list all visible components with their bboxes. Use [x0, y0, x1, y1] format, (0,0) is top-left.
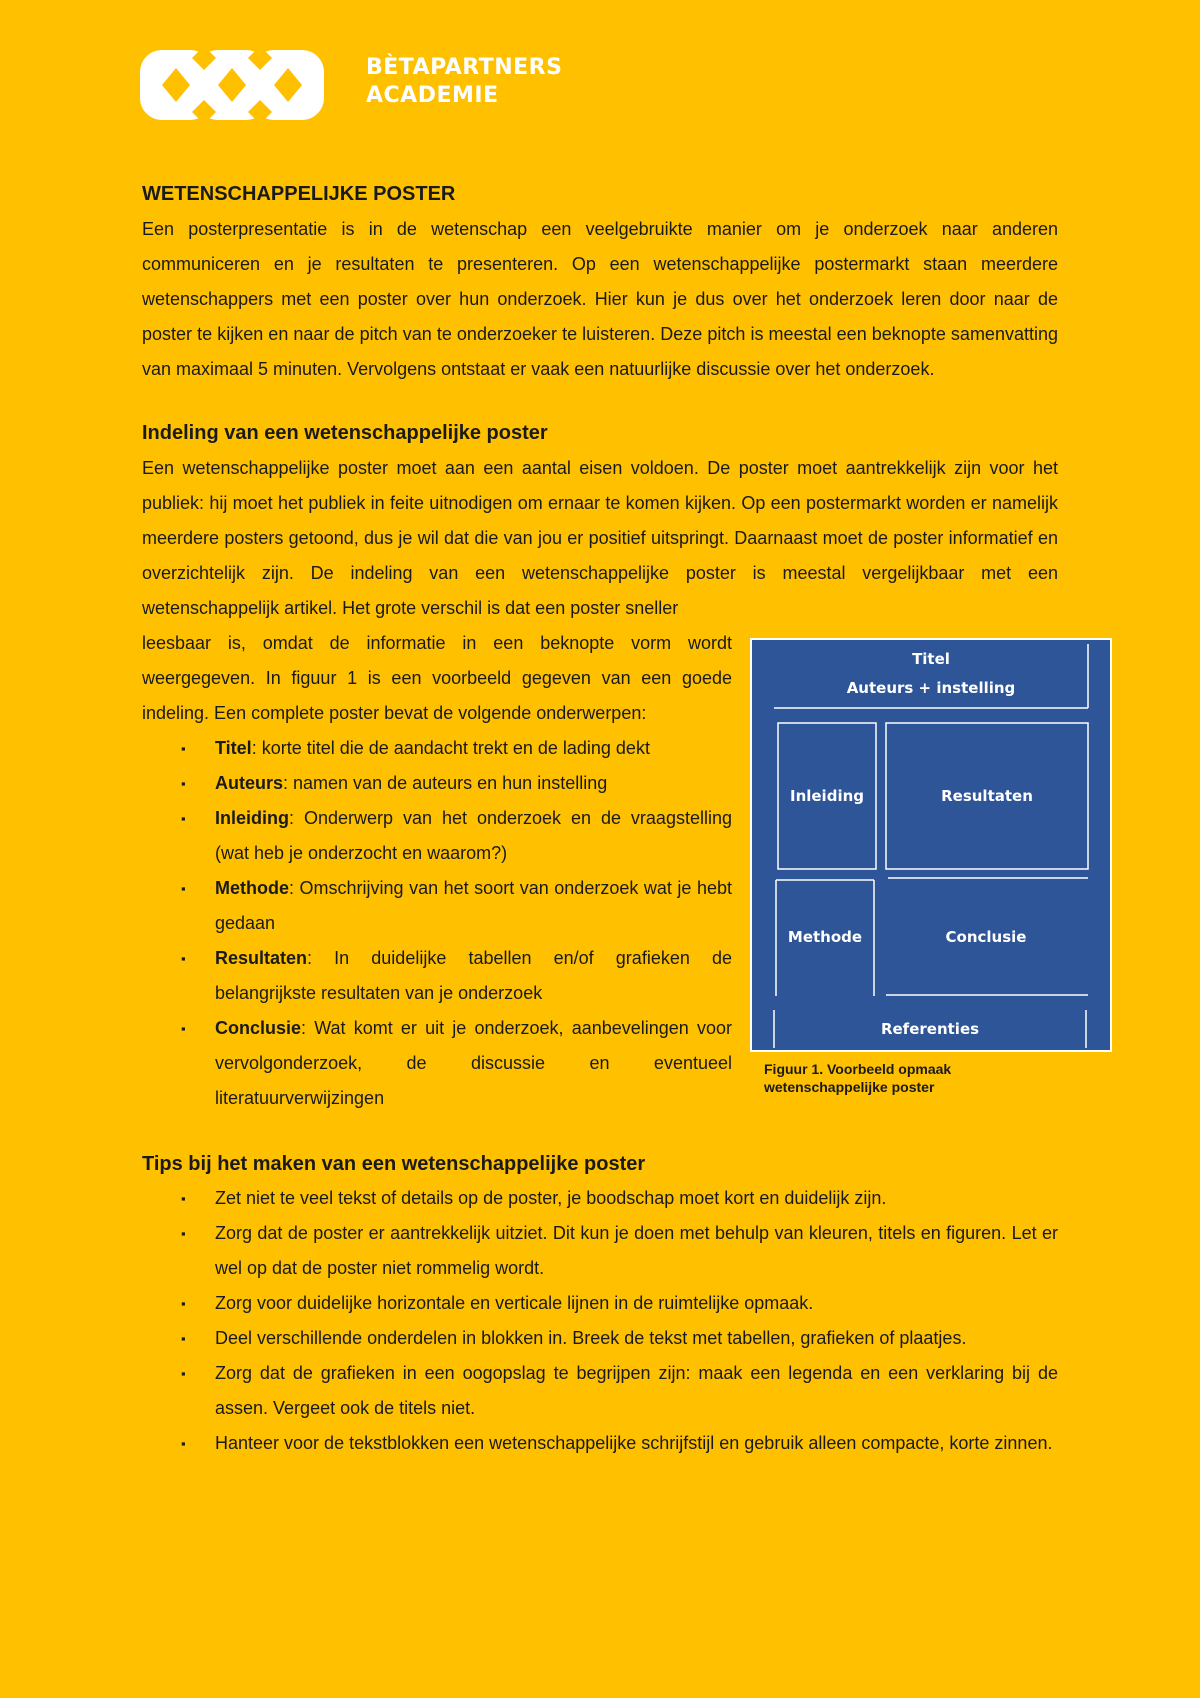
diagram-label-authors: Auteurs + instelling — [846, 679, 1016, 697]
indeling-split — [142, 626, 1058, 1116]
list-item — [142, 1286, 1058, 1321]
tip-text: Zorg dat de poster er aantrekkelijk uitziet. Dit kun je doen met behulp van kleuren, titels en figuren. Let er wel op dat de poster niet rommelig wordt. — [215, 1223, 1058, 1278]
list-item — [142, 1216, 1058, 1286]
list-item — [142, 801, 732, 871]
poster-sections-list — [142, 731, 732, 1116]
list-item — [142, 731, 732, 766]
page-title: WETENSCHAPPELIJKE POSTER — [142, 183, 456, 205]
list-item — [142, 1011, 732, 1116]
list-item-text: : namen van de auteurs en hun instelling — [283, 773, 608, 793]
section-heading-tips: Tips bij het maken van een wetenschappelijke poster — [142, 1153, 646, 1175]
list-item-text: : korte titel die de aandacht trekt en de lading dekt — [251, 738, 650, 758]
bullet-icon: ▪ — [181, 741, 186, 756]
bullet-icon: ▪ — [181, 1296, 186, 1311]
list-item — [142, 766, 732, 801]
bullet-icon: ▪ — [181, 776, 186, 791]
bullet-icon: ▪ — [181, 1226, 186, 1241]
list-item-term: Resultaten — [215, 948, 308, 968]
list-item-text: : Omschrijving van het soort van onderzoek wat je hebt gedaan — [215, 878, 732, 933]
indeling-left-column — [142, 626, 732, 1116]
tip-text: Zorg dat de grafieken in een oogopslag te begrijpen zijn: maak een legenda en een verklaring bij de assen. Vergeet ook de titels niet. — [215, 1363, 1058, 1418]
indeling-paragraph: Een wetenschappelijke poster moet aan een aantal eisen voldoen. De poster moet aantrekkelijk zijn voor het publiek: hij moet het publiek in feite uitnodigen om ernaar te komen kijken. Op een postermarkt worden er namelijk meerdere posters getoond, dus je wil dat die van jou er positief uitspringt. Daarnaast moet de poster informatief en overzichtelijk zijn. De indeling van een wetenschappelijke poster is meestal vergelijkbaar met een wetenschappelijk artikel. Het grote verschil is dat een poster sneller — [142, 458, 1058, 618]
bullet-icon: ▪ — [181, 811, 186, 826]
diagram-label-methode: Methode — [787, 928, 863, 946]
brand-name — [366, 54, 562, 110]
bullet-icon: ▪ — [181, 881, 186, 896]
tip-text: Hanteer voor de tekstblokken een wetenschappelijke schrijfstijl en gebruik alleen compacte, korte zinnen. — [215, 1433, 1053, 1453]
figure-caption: Figuur 1. Voorbeeld opmaak wetenschappelijke poster — [764, 1061, 952, 1095]
bullet-icon: ▪ — [181, 1191, 186, 1206]
list-item-term: Conclusie — [215, 1018, 302, 1038]
tips-list — [142, 1181, 1058, 1461]
list-item-text: : Wat komt er uit je onderzoek, aanbevelingen voor vervolgonderzoek, de discussie en eventueel literatuurverwijzingen — [215, 1018, 732, 1108]
figure-1 — [750, 638, 1112, 1116]
bullet-icon: ▪ — [181, 1436, 186, 1451]
list-item-text: : In duidelijke tabellen en/of grafieken de belangrijkste resultaten van je onderzoek — [215, 948, 732, 1003]
tip-text: Zet niet te veel tekst of details op de poster, je boodschap moet kort en duidelijk zijn. — [215, 1188, 887, 1208]
list-item — [142, 1426, 1058, 1461]
diagram-label-resultaten: Resultaten — [941, 787, 1033, 805]
intro-paragraph: Een posterpresentatie is in de wetenschap een veelgebruikte manier om je onderzoek naar anderen communiceren en je resultaten te presenteren. Op een wetenschappelijke postermarkt staan meerdere wetenschappers met een poster over hun onderzoek. Hier kun je dus over het onderzoek leren door naar de poster te kijken en naar de pitch van te onderzoeker te luisteren. Deze pitch is meestal een beknopte samenvatting van maximaal 5 minuten. Vervolgens ontstaat er vaak een natuurlijke discussie over het onderzoek. — [142, 219, 1058, 379]
list-item — [142, 1181, 1058, 1216]
list-item-term: Titel — [215, 738, 252, 758]
list-item — [142, 1321, 1058, 1356]
poster-background — [751, 639, 1111, 1051]
section-heading-indeling: Indeling van een wetenschappelijke poster — [142, 422, 548, 444]
list-item-term: Inleiding — [215, 808, 289, 828]
diagram-label-inleiding: Inleiding — [789, 787, 865, 805]
list-item — [142, 941, 732, 1011]
list-item-term: Methode — [215, 878, 289, 898]
bullet-icon: ▪ — [181, 1331, 186, 1346]
bullet-icon: ▪ — [181, 951, 186, 966]
list-item-term: Auteurs — [215, 773, 284, 793]
indeling-paragraph-continued: leesbaar is, omdat de informatie in een beknopte vorm wordt weergegeven. In figuur 1 is een voorbeeld gegeven van een goede indeling. Een complete poster bevat de volgende onderwerpen: — [142, 633, 732, 723]
poster-layout-diagram — [750, 638, 1112, 1052]
bullet-icon: ▪ — [181, 1366, 186, 1381]
list-item-text: : Onderwerp van het onderzoek en de vraagstelling (wat heb je onderzocht en waarom?) — [215, 808, 732, 863]
diagram-label-referenties: Referenties — [880, 1020, 980, 1038]
diagram-label-title: Titel — [912, 650, 950, 668]
document-body — [142, 180, 1058, 1461]
bullet-icon: ▪ — [181, 1021, 186, 1036]
brand-line-2: ACADEMIE — [366, 83, 499, 108]
tip-text: Deel verschillende onderdelen in blokken in. Breek de tekst met tabellen, grafieken of plaatjes. — [215, 1328, 967, 1348]
logo-icon — [140, 46, 326, 124]
diagram-label-conclusie: Conclusie — [945, 928, 1027, 946]
list-item — [142, 871, 732, 941]
brand-line-1: BÈTAPARTNERS — [366, 55, 563, 80]
list-item — [142, 1356, 1058, 1426]
tip-text: Zorg voor duidelijke horizontale en verticale lijnen in de ruimtelijke opmaak. — [215, 1293, 814, 1313]
